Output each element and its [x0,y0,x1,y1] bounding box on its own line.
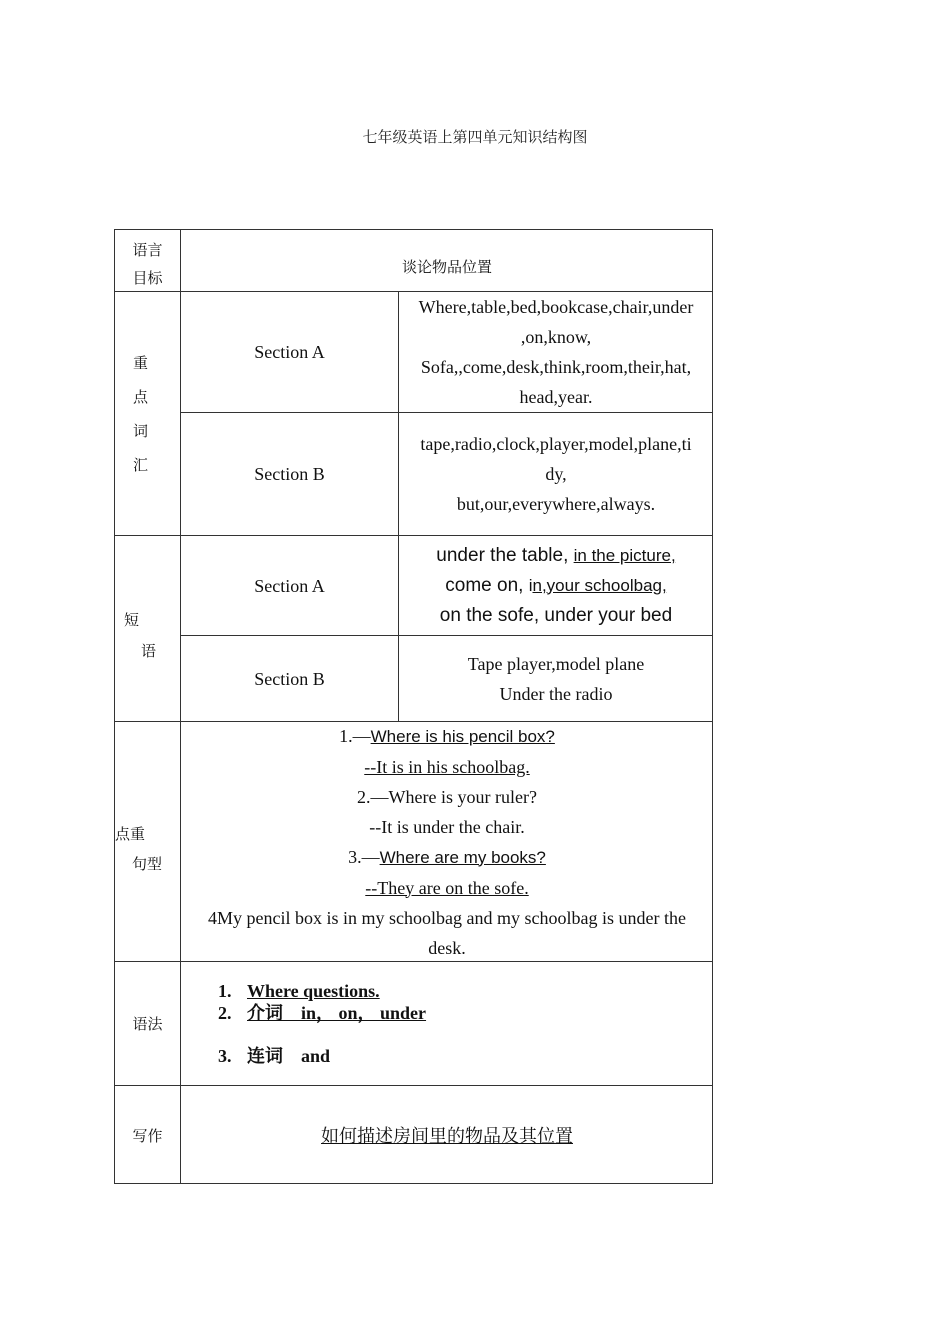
grammar-content [180,961,713,1085]
grammar-list [218,980,426,1067]
vocab-section-b-words: tape,radio,clock,player,model,plane,ti dy, but,our,everywhere,always. [398,412,713,535]
goal-content: 谈论物品位置 [180,229,713,291]
phrases-section-b-label: Section B [180,635,398,721]
sentence-2-question: 2.—Where is your ruler? [357,786,537,807]
phrases-section-b-list: Tape player,model plane Under the radio [398,635,713,721]
sentence-3-answer: --They are on the sofe. [365,877,529,898]
grammar-item-3: 3. 连词 and [218,1046,331,1066]
sentence-1-answer: --It is in his schoolbag. [364,756,530,777]
sentence-4: 4My pencil box is in my schoolbag and my schoolbag is under the [208,907,686,928]
sentences-content [180,721,713,961]
grammar-item-1: 1. Where questions. [218,981,380,1001]
phrases-section-a-label: Section A [180,535,398,635]
grammar-item-2: 2. 介词 in， on， under [218,1003,427,1023]
phrase-line-2: come on, in,your schoolbag, [445,574,667,596]
vocab-section-a-label: Section A [180,291,398,412]
phrases-section-a-list [398,535,713,635]
phrase-line-1: under the table, in the picture, [436,544,676,566]
knowledge-table [114,229,713,1184]
sentences-header: 点重 句型 [114,721,180,961]
sentence-2-answer: --It is under the chair. [369,816,525,837]
vocab-section-b-label: Section B [180,412,398,535]
sentence-4-cont: desk. [428,937,466,958]
vocab-header: 重 点 词 汇 [114,291,180,535]
writing-header: 写作 [114,1085,180,1184]
vocab-section-a-words: Where,table,bed,bookcase,chair,under ,on,know, Sofa,,come,desk,think,room,their,hat, head,year. [398,291,713,412]
sentence-3-question: 3.—Where are my books? [348,846,546,867]
phrase-line-3: on the sofe, under your bed [439,604,673,626]
phrases-header: 短 语 [114,535,180,721]
sentence-1-question: 1.—Where is his pencil box? [339,725,555,746]
goal-header: 语言 目标 [114,229,180,291]
writing-content: 如何描述房间里的物品及其位置 [180,1085,713,1184]
grammar-header: 语法 [114,961,180,1085]
page-title: 七年级英语上第四单元知识结构图 [362,128,588,146]
